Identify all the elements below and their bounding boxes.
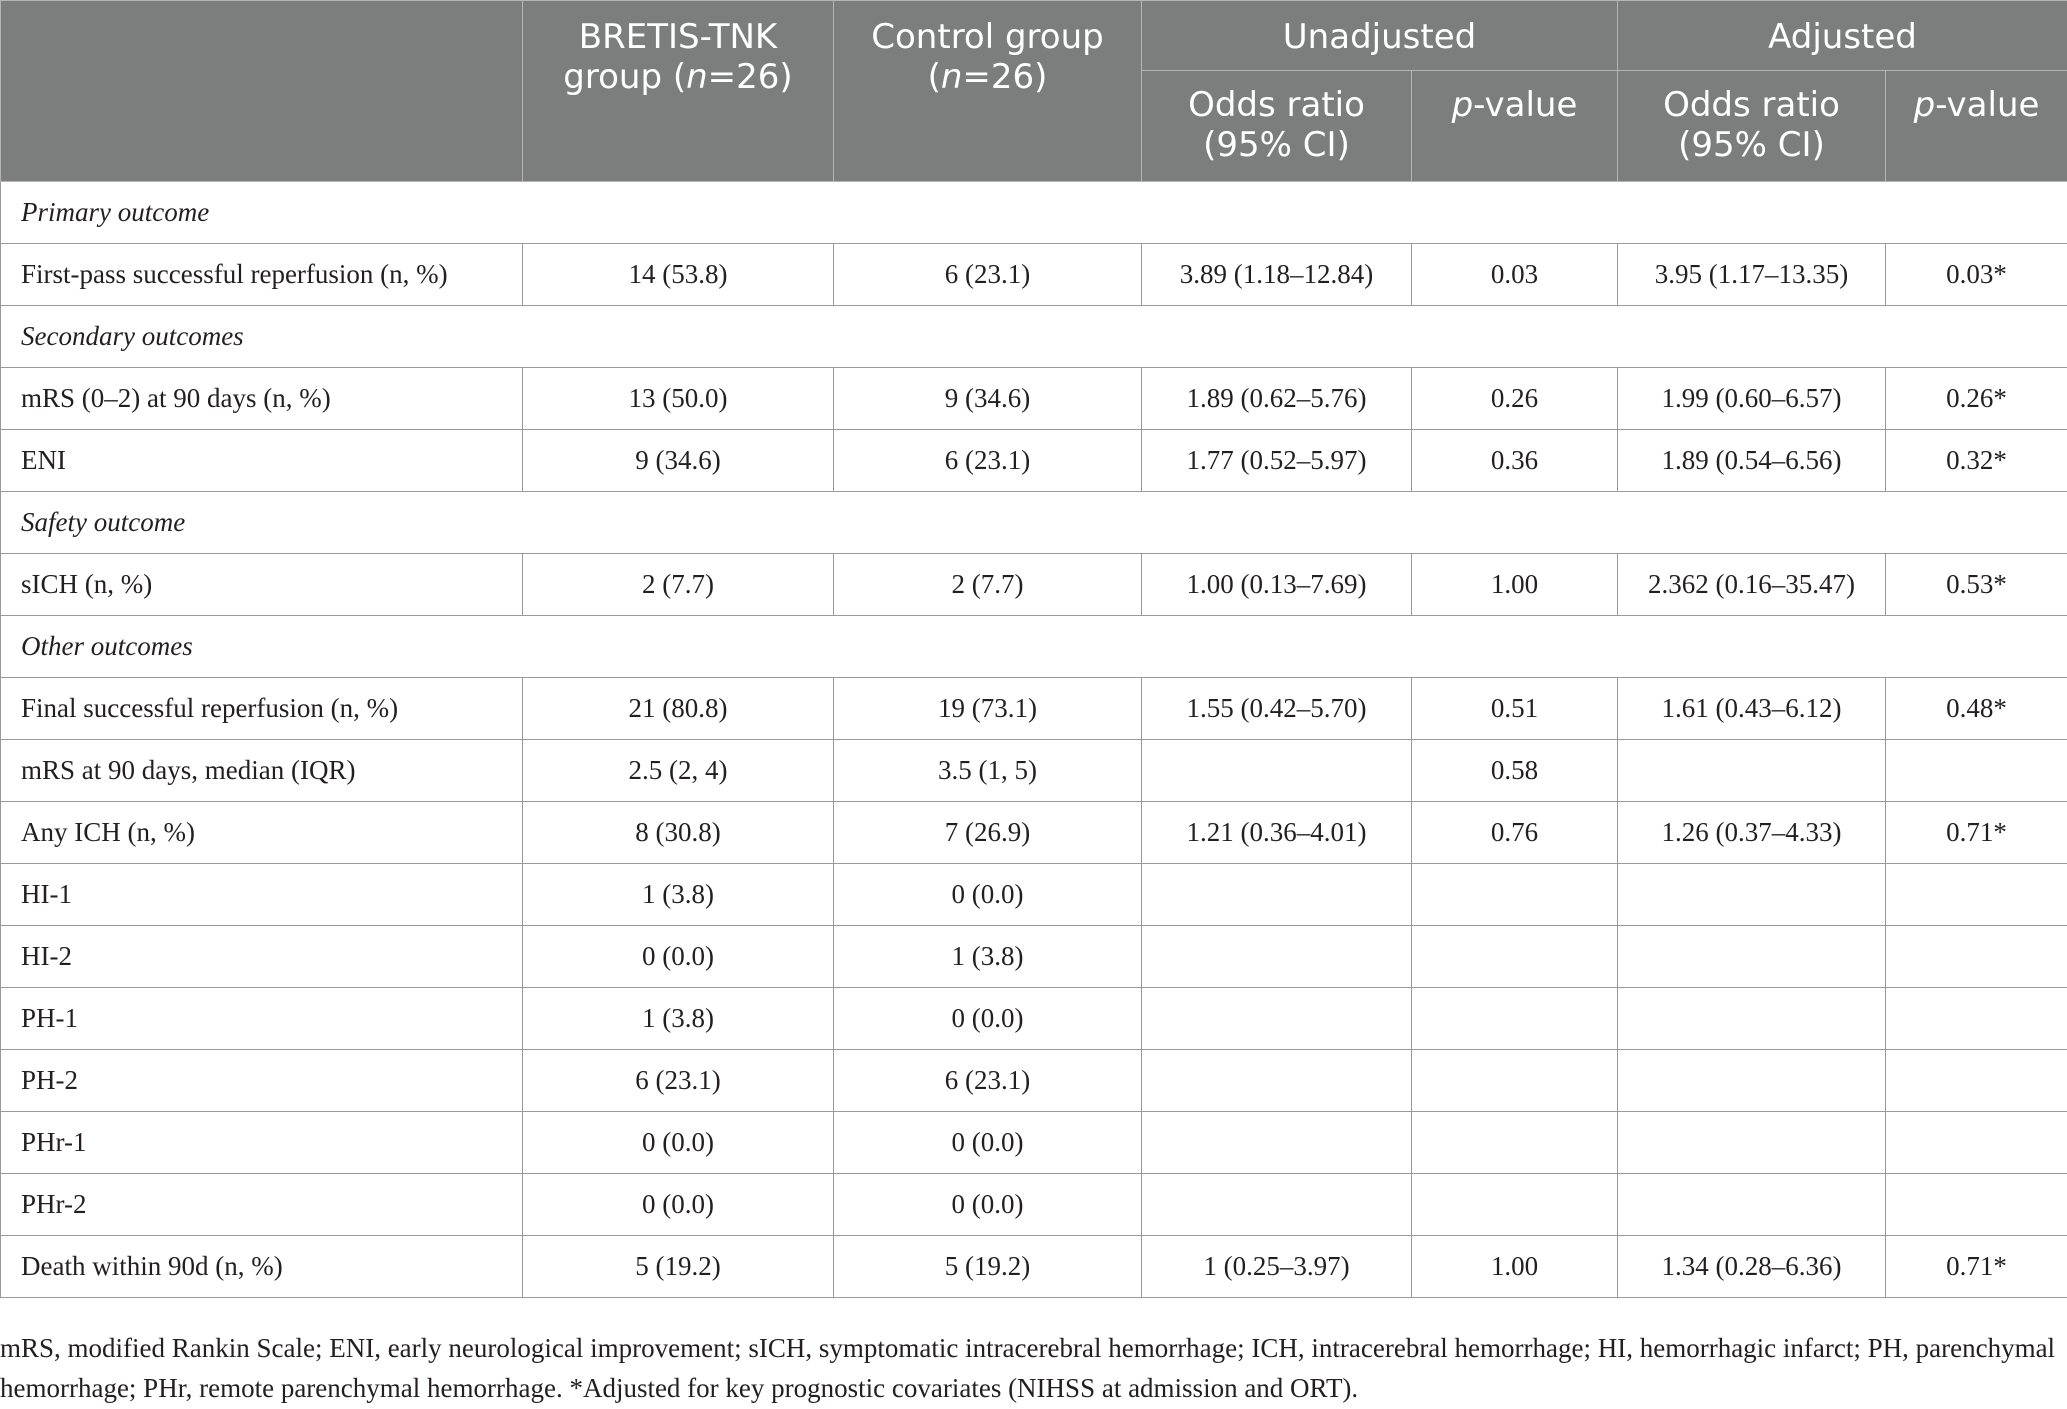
table-row <box>1 802 2067 864</box>
control-group-value: 6 (23.1) <box>834 430 1142 492</box>
row-label: mRS (0–2) at 90 days (n, %) <box>1 368 523 430</box>
table-row <box>1 430 2067 492</box>
row-label: mRS at 90 days, median (IQR) <box>1 740 523 802</box>
adjusted-p-value <box>1886 740 2067 802</box>
bretis-group-value: 6 (23.1) <box>523 1050 834 1112</box>
header-adjusted-p-value: p-value <box>1886 71 2067 182</box>
header-unadjusted: Unadjusted <box>1142 1 1618 71</box>
section-header-row <box>1 182 2067 244</box>
unadjusted-odds-ratio: 1 (0.25–3.97) <box>1142 1236 1412 1298</box>
header-adjusted-odds-ratio: Odds ratio (95% CI) <box>1618 71 1886 182</box>
adjusted-p-value <box>1886 1050 2067 1112</box>
row-label: PH-1 <box>1 988 523 1050</box>
adjusted-odds-ratio: 2.362 (0.16–35.47) <box>1618 554 1886 616</box>
adjusted-odds-ratio <box>1618 1112 1886 1174</box>
row-label: Death within 90d (n, %) <box>1 1236 523 1298</box>
unadjusted-odds-ratio <box>1142 864 1412 926</box>
row-label: PHr-2 <box>1 1174 523 1236</box>
unadjusted-odds-ratio: 1.89 (0.62–5.76) <box>1142 368 1412 430</box>
header-control-group: Control group (n=26) <box>834 1 1142 182</box>
unadjusted-p-value: 0.03 <box>1412 244 1618 306</box>
unadjusted-odds-ratio: 1.21 (0.36–4.01) <box>1142 802 1412 864</box>
table-footnote: mRS, modified Rankin Scale; ENI, early neurological improvement; sICH, symptomatic intracerebral hemorrhage; ICH, intracerebral hemorrhage; HI, hemorrhagic infarct; PH, parenchymal hemorrhage; PHr, remote parenchymal hemorrhage. *Adjusted for key prognostic covariates (NIHSS at admission and ORT). <box>0 1333 2056 1403</box>
control-group-value: 0 (0.0) <box>834 988 1142 1050</box>
section-header-row <box>1 616 2067 678</box>
section-title: Secondary outcomes <box>1 306 2067 368</box>
control-group-value: 6 (23.1) <box>834 244 1142 306</box>
unadjusted-p-value: 1.00 <box>1412 1236 1618 1298</box>
adjusted-p-value: 0.03* <box>1886 244 2067 306</box>
row-label: PHr-1 <box>1 1112 523 1174</box>
row-label: Any ICH (n, %) <box>1 802 523 864</box>
unadjusted-odds-ratio <box>1142 1050 1412 1112</box>
unadjusted-odds-ratio <box>1142 926 1412 988</box>
unadjusted-odds-ratio <box>1142 1174 1412 1236</box>
unadjusted-odds-ratio: 1.00 (0.13–7.69) <box>1142 554 1412 616</box>
bretis-group-value: 1 (3.8) <box>523 988 834 1050</box>
table-row <box>1 244 2067 306</box>
header-blank-cell <box>1 1 523 182</box>
adjusted-p-value: 0.71* <box>1886 1236 2067 1298</box>
table-row <box>1 740 2067 802</box>
row-label: ENI <box>1 430 523 492</box>
table-row <box>1 368 2067 430</box>
bretis-group-value: 0 (0.0) <box>523 926 834 988</box>
adjusted-p-value: 0.71* <box>1886 802 2067 864</box>
unadjusted-p-value <box>1412 1050 1618 1112</box>
bretis-group-value: 1 (3.8) <box>523 864 834 926</box>
adjusted-odds-ratio <box>1618 988 1886 1050</box>
control-group-value: 19 (73.1) <box>834 678 1142 740</box>
header-adjusted: Adjusted <box>1618 1 2067 71</box>
table-header <box>1 1 2067 182</box>
unadjusted-odds-ratio <box>1142 1112 1412 1174</box>
row-label: Final successful reperfusion (n, %) <box>1 678 523 740</box>
bretis-group-value: 14 (53.8) <box>523 244 834 306</box>
row-label: HI-2 <box>1 926 523 988</box>
adjusted-odds-ratio <box>1618 864 1886 926</box>
adjusted-p-value <box>1886 864 2067 926</box>
control-group-value: 5 (19.2) <box>834 1236 1142 1298</box>
adjusted-p-value <box>1886 1174 2067 1236</box>
table-row <box>1 864 2067 926</box>
control-group-value: 0 (0.0) <box>834 1174 1142 1236</box>
adjusted-odds-ratio: 1.61 (0.43–6.12) <box>1618 678 1886 740</box>
control-group-value: 6 (23.1) <box>834 1050 1142 1112</box>
unadjusted-odds-ratio: 1.77 (0.52–5.97) <box>1142 430 1412 492</box>
table-row <box>1 988 2067 1050</box>
table-row <box>1 678 2067 740</box>
bretis-group-value: 5 (19.2) <box>523 1236 834 1298</box>
bretis-group-value: 13 (50.0) <box>523 368 834 430</box>
adjusted-odds-ratio: 1.89 (0.54–6.56) <box>1618 430 1886 492</box>
table-row <box>1 1236 2067 1298</box>
adjusted-p-value: 0.32* <box>1886 430 2067 492</box>
unadjusted-p-value <box>1412 1112 1618 1174</box>
unadjusted-odds-ratio: 1.55 (0.42–5.70) <box>1142 678 1412 740</box>
adjusted-odds-ratio <box>1618 1174 1886 1236</box>
row-label: sICH (n, %) <box>1 554 523 616</box>
section-header-row <box>1 492 2067 554</box>
section-title: Primary outcome <box>1 182 2067 244</box>
control-group-value: 9 (34.6) <box>834 368 1142 430</box>
unadjusted-p-value <box>1412 864 1618 926</box>
unadjusted-p-value: 0.51 <box>1412 678 1618 740</box>
table-row <box>1 1112 2067 1174</box>
row-label: First-pass successful reperfusion (n, %) <box>1 244 523 306</box>
adjusted-odds-ratio <box>1618 1050 1886 1112</box>
adjusted-odds-ratio <box>1618 740 1886 802</box>
unadjusted-odds-ratio <box>1142 740 1412 802</box>
adjusted-p-value <box>1886 988 2067 1050</box>
bretis-group-value: 0 (0.0) <box>523 1174 834 1236</box>
adjusted-p-value: 0.48* <box>1886 678 2067 740</box>
unadjusted-p-value <box>1412 988 1618 1050</box>
row-label: PH-2 <box>1 1050 523 1112</box>
section-title: Safety outcome <box>1 492 2067 554</box>
table-row <box>1 926 2067 988</box>
adjusted-odds-ratio: 1.34 (0.28–6.36) <box>1618 1236 1886 1298</box>
adjusted-p-value: 0.53* <box>1886 554 2067 616</box>
unadjusted-p-value <box>1412 1174 1618 1236</box>
adjusted-p-value <box>1886 1112 2067 1174</box>
bretis-group-value: 2 (7.7) <box>523 554 834 616</box>
adjusted-p-value <box>1886 926 2067 988</box>
table-body <box>1 182 2067 1298</box>
adjusted-odds-ratio: 3.95 (1.17–13.35) <box>1618 244 1886 306</box>
adjusted-odds-ratio: 1.26 (0.37–4.33) <box>1618 802 1886 864</box>
control-group-value: 0 (0.0) <box>834 1112 1142 1174</box>
bretis-group-value: 9 (34.6) <box>523 430 834 492</box>
bretis-group-value: 8 (30.8) <box>523 802 834 864</box>
unadjusted-p-value: 0.36 <box>1412 430 1618 492</box>
unadjusted-p-value: 1.00 <box>1412 554 1618 616</box>
control-group-value: 7 (26.9) <box>834 802 1142 864</box>
unadjusted-p-value <box>1412 926 1618 988</box>
table-row <box>1 1174 2067 1236</box>
bretis-group-value: 0 (0.0) <box>523 1112 834 1174</box>
bretis-group-value: 2.5 (2, 4) <box>523 740 834 802</box>
control-group-value: 0 (0.0) <box>834 864 1142 926</box>
unadjusted-p-value: 0.26 <box>1412 368 1618 430</box>
unadjusted-odds-ratio: 3.89 (1.18–12.84) <box>1142 244 1412 306</box>
control-group-value: 2 (7.7) <box>834 554 1142 616</box>
section-title: Other outcomes <box>1 616 2067 678</box>
table-row <box>1 554 2067 616</box>
adjusted-odds-ratio: 1.99 (0.60–6.57) <box>1618 368 1886 430</box>
unadjusted-odds-ratio <box>1142 988 1412 1050</box>
header-unadjusted-odds-ratio: Odds ratio (95% CI) <box>1142 71 1412 182</box>
control-group-value: 3.5 (1, 5) <box>834 740 1142 802</box>
section-header-row <box>1 306 2067 368</box>
adjusted-p-value: 0.26* <box>1886 368 2067 430</box>
row-label: HI-1 <box>1 864 523 926</box>
control-group-value: 1 (3.8) <box>834 926 1142 988</box>
unadjusted-p-value: 0.76 <box>1412 802 1618 864</box>
header-unadjusted-p-value: p-value <box>1412 71 1618 182</box>
bretis-group-value: 21 (80.8) <box>523 678 834 740</box>
unadjusted-p-value: 0.58 <box>1412 740 1618 802</box>
header-bretis-group: BRETIS-TNK group (n=26) <box>523 1 834 182</box>
adjusted-odds-ratio <box>1618 926 1886 988</box>
table-row <box>1 1050 2067 1112</box>
